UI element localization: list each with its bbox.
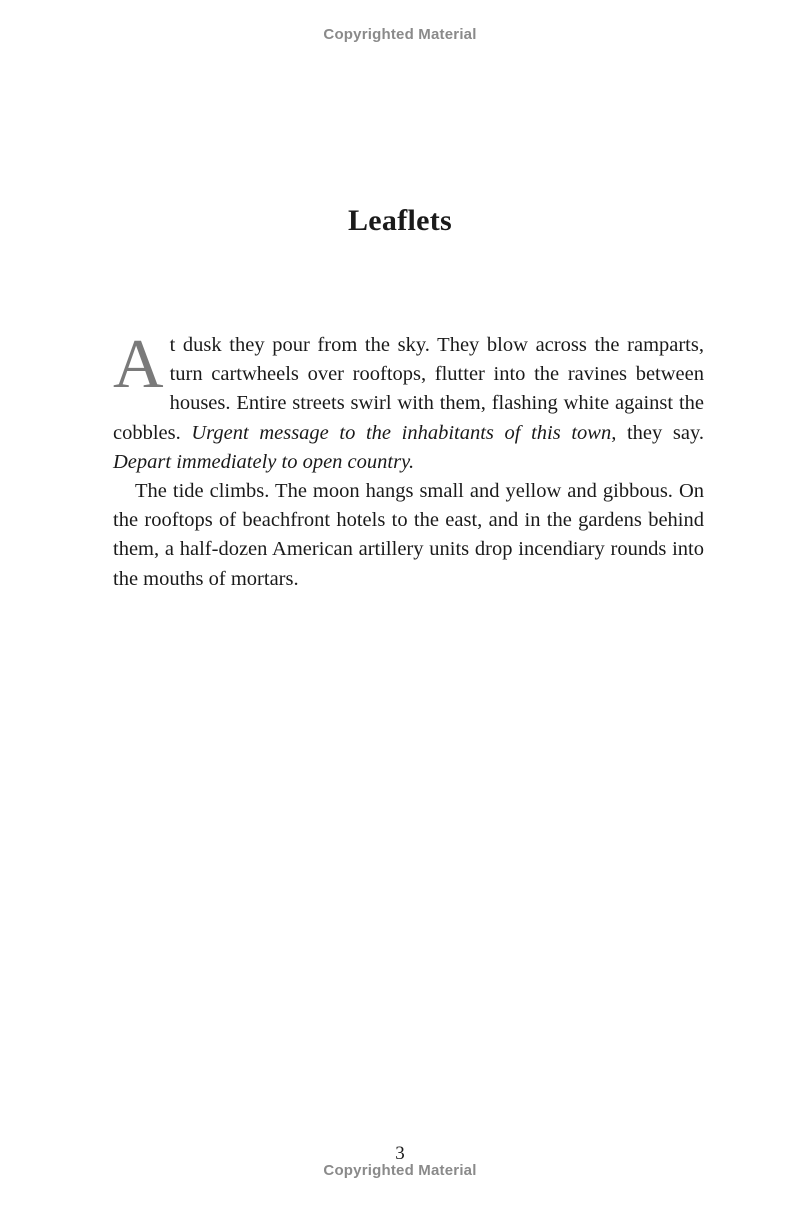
paragraph-first — [113, 326, 704, 477]
copyright-watermark-bottom: Copyrighted Material — [323, 1162, 477, 1179]
paragraph-first-text-2: they say. — [616, 421, 704, 444]
paragraph-second: The tide climbs. The moon hangs small and yellow and gibbous. On the rooftops of beachfront hotels to the east, and in the gardens behind them, a half-dozen American artillery units drop incendiary rounds into the mouths of mortars. — [113, 480, 704, 590]
chapter-body — [113, 326, 704, 594]
page-number: 3 — [395, 1143, 405, 1164]
paragraph-first-text-1: t dusk they pour from the sky. They blow across the ramparts, turn cartwheels over rooftops, flutter into the ravines between houses. Entire streets swirl with them, flashing white against the cobbles. — [113, 334, 704, 444]
drop-cap: A — [113, 326, 164, 403]
paragraph-first-italic-1: Urgent message to the inhabitants of this town, — [191, 421, 617, 444]
copyright-watermark-top: Copyrighted Material — [323, 26, 477, 43]
chapter-title: Leaflets — [347, 204, 453, 238]
paragraph-first-italic-2: Depart immediately to open country. — [113, 450, 415, 473]
